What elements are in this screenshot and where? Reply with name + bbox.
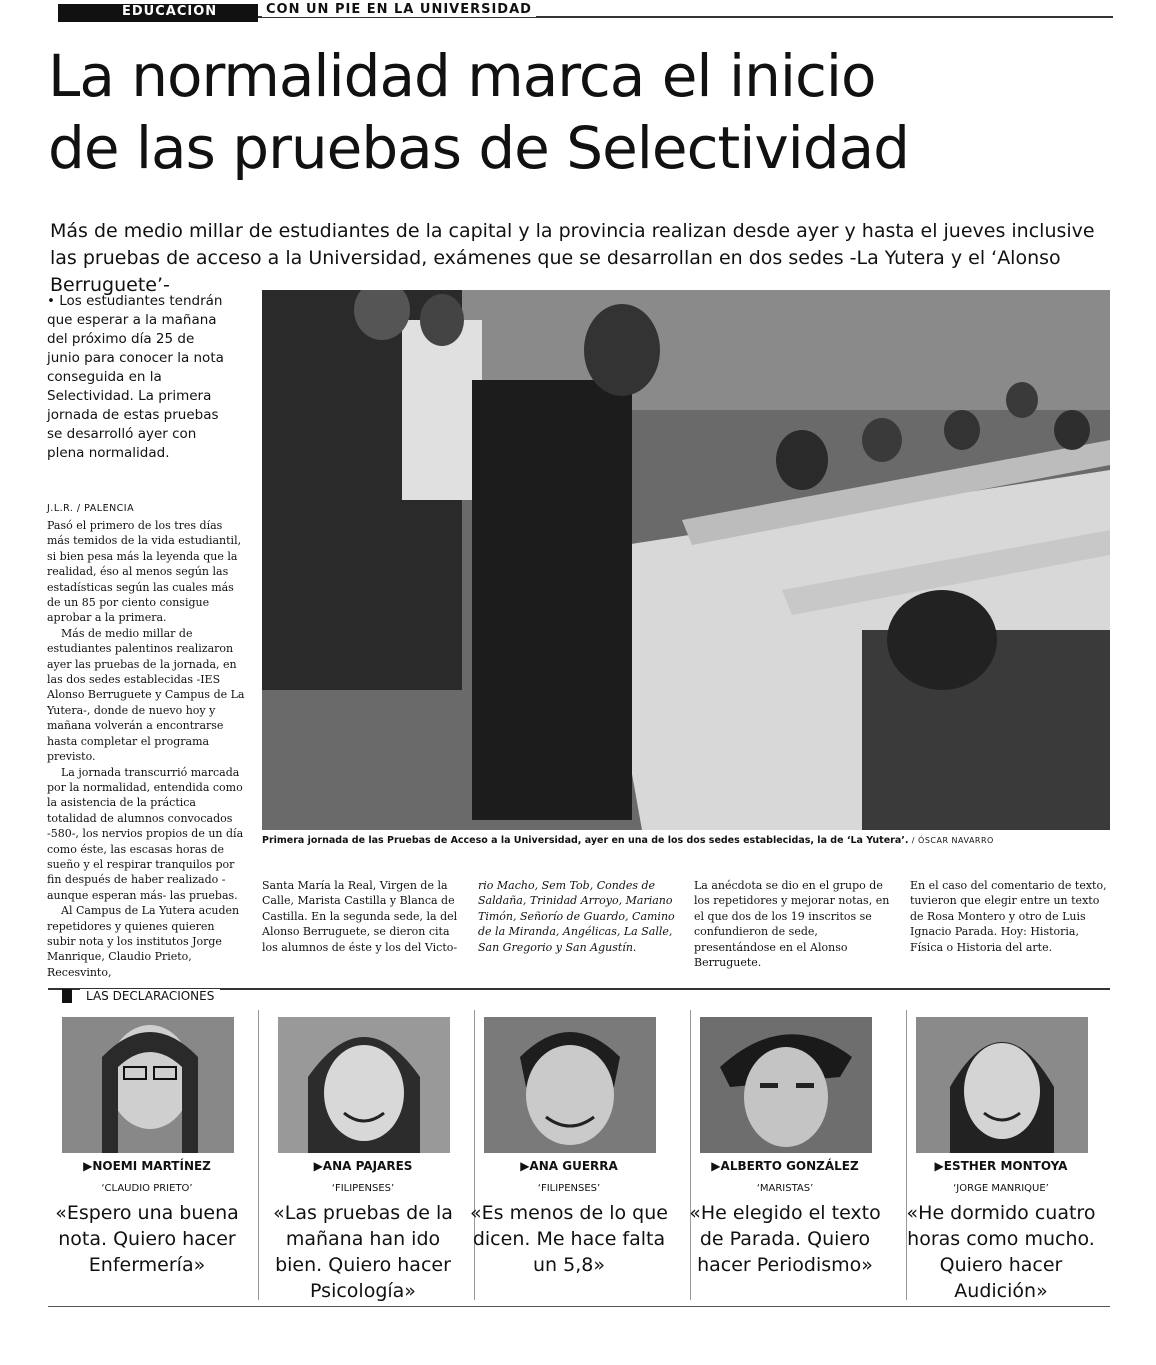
- portrait-illustration: [278, 1017, 450, 1153]
- lead-summary: • Los estudiantes tendrán que esperar a la mañana del próximo día 25 de junio para conocer la nota conseguida en la Selectividad. La primera jornada de estas pruebas se desarrolló ayer con plena normalidad.: [47, 293, 224, 461]
- person-name: ▶ESTHER MONTOYA: [934, 1159, 1068, 1173]
- person-name: ▶NOEMI MARTÍNEZ: [83, 1159, 211, 1173]
- portrait-photo: [62, 1017, 234, 1153]
- person-school: ‘MARISTAS’: [756, 1183, 814, 1194]
- headline: [48, 40, 1128, 184]
- photo-credit: / ÓSCAR NAVARRO: [911, 836, 994, 845]
- portrait-illustration: [916, 1017, 1088, 1153]
- body-paragraph: rio Macho, Sem Tob, Condes de Saldaña, Trinidad Arroyo, Mariano Timón, Señorío de Guardo, Camino de la Miranda, Angélicas, La Salle, San Gregorio y San Agustín.: [478, 879, 675, 954]
- portrait-illustration: [484, 1017, 656, 1153]
- declarations-label: LAS DECLARACIONES: [80, 989, 220, 1003]
- person-quote: «Es menos de lo que dicen. Me hace falta un 5,8»: [470, 1202, 668, 1276]
- portrait-illustration: [62, 1017, 234, 1153]
- person-school: ‘JORGE MANRIQUE’: [953, 1183, 1049, 1194]
- body-paragraph: Santa María la Real, Virgen de la Calle, Marista Castilla y Blanca de Castilla. En la segunda sede, la del Alonso Berruguete, se dieron cita los alumnos de éste y los del Victo-: [262, 879, 458, 954]
- person-school: ‘FILIPENSES’: [331, 1183, 395, 1194]
- person-quote: «Las pruebas de la mañana han ido bien. Quiero hacer Psicología»: [273, 1202, 453, 1302]
- headline-line-1: La normalidad marca el inicio: [48, 42, 876, 110]
- person-school: ‘FILIPENSES’: [537, 1183, 601, 1194]
- headline-line-2: de las pruebas de Selectividad: [48, 114, 909, 182]
- body-column-1: [47, 518, 245, 980]
- section-subtitle: CON UN PIE EN LA UNIVERSIDAD: [262, 2, 536, 17]
- body-column-4: [694, 878, 894, 970]
- person-quote: «Espero una buena nota. Quiero hacer Enfermería»: [55, 1202, 239, 1276]
- classroom-photo-illustration: [262, 290, 1110, 830]
- classroom-photo: [262, 290, 1110, 830]
- body-paragraph: En el caso del comentario de texto, tuvieron que elegir entre un texto de Rosa Montero y otro de Luis Ignacio Parada. Hoy: Historia, Física o Historia del arte.: [910, 879, 1107, 954]
- portrait-photo: [916, 1017, 1088, 1153]
- body-paragraph: Al Campus de La Yutera acuden repetidores y quienes quieren subir nota y los institutos Jorge Manrique, Claudio Prieto, Recesvinto,: [47, 904, 240, 979]
- person-name: ▶ALBERTO GONZÁLEZ: [711, 1159, 859, 1173]
- body-column-2: [262, 878, 462, 955]
- portrait-illustration: [700, 1017, 872, 1153]
- portrait-photo: [484, 1017, 656, 1153]
- deck: Más de medio millar de estudiantes de la capital y la provincia realizan desde ayer y hasta el jueves inclusive las pruebas de acceso a la Universidad, exámenes que se desarrollan en dos sedes -La Yutera y el ‘Alonso Berruguete’-: [50, 220, 1095, 296]
- person-name: ▶ANA PAJARES: [313, 1159, 413, 1173]
- person-quote: «He elegido el texto de Parada. Quiero hacer Periodismo»: [689, 1202, 881, 1276]
- caption-text: Primera jornada de las Pruebas de Acceso a la Universidad, ayer en una de los dos sedes establecidas, la de ‘La Yutera’.: [262, 835, 909, 846]
- byline: J.L.R. / PALENCIA: [47, 503, 135, 514]
- section-label: EDUCACIÓN: [122, 4, 218, 19]
- column-separator: [258, 1010, 259, 1300]
- body-paragraph: La anécdota se dio en el grupo de los repetidores y mejorar notas, en el que dos de los 19 inscritos se confundieron de sede, presentándose en el Alonso Berruguete.: [694, 879, 890, 970]
- person-school: ‘CLAUDIO PRIETO’: [101, 1183, 193, 1194]
- body-paragraph: Más de medio millar de estudiantes palentinos realizaron ayer las pruebas de la jornada, en las dos sedes establecidas -IES Alonso Berruguete y Campus de La Yutera-, donde de nuevo hoy y mañana volverán a encontrarse hasta completar el programa previsto.: [47, 626, 245, 764]
- person-quote: «He dormido cuatro horas como mucho. Quiero hacer Audición»: [906, 1202, 1096, 1302]
- portrait-photo: [278, 1017, 450, 1153]
- person-name: ▶ANA GUERRA: [520, 1159, 618, 1173]
- body-column-3: [478, 878, 678, 955]
- body-paragraph: Pasó el primero de los tres días más temidos de la vida estudiantil, si bien pesa más la leyenda que la realidad, éso al menos según las estadísticas según las cuales más de un 85 por ciento consigue aprobar a la primera.: [47, 519, 242, 625]
- body-column-5: [910, 878, 1110, 955]
- photo-caption: [262, 835, 1112, 846]
- portrait-photo: [700, 1017, 872, 1153]
- body-paragraph: La jornada transcurrió marcada por la normalidad, entendida como la asistencia de la práctica totalidad de alumnos convocados -580-, los nervios propios de un día como éste, las escasas horas de sueño y el respirar tranquilos por fin después de haber realizado -aunque esperan más- las pruebas.: [47, 765, 244, 902]
- declarations-bottom-rule: [48, 1306, 1110, 1307]
- declarations-marker-icon: [62, 989, 72, 1003]
